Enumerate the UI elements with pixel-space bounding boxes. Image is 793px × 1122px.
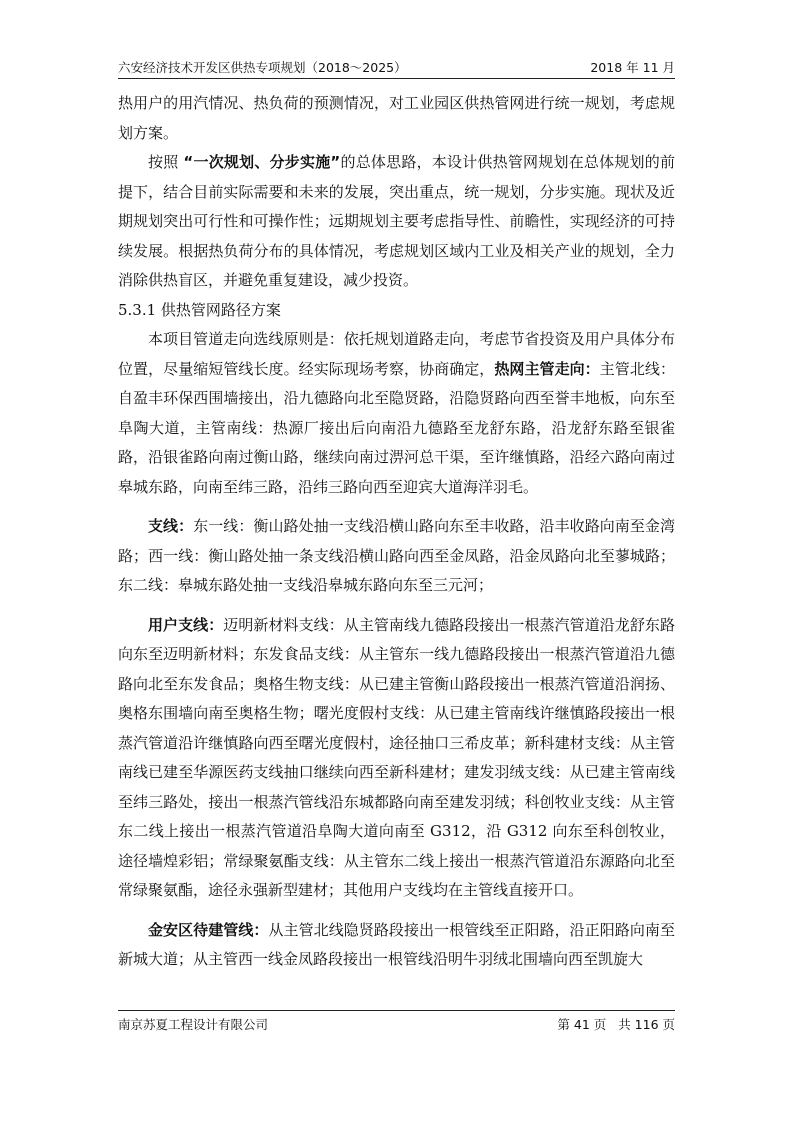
paragraph-5-text: 迈明新材料支线：从主管南线九德路段接出一根蒸汽管道沿龙舒东路向东至迈明新材料；东发食品支线：从主管东一线九德路段接出一根蒸汽管道沿九德路向北至东发食品；奥格生物支线：从已建主管衡山路段接出一根蒸汽管道沿润扬、奥格东围墙向南至奥格生物；曙光度假村支线：从已建主管南线许继慎路段接出一根蒸汽管道沿许继慎路向西至曙光度假村，途径抽口三希皮革；新科建材支线：从主管南线已建至华源医药支线抽口继续向西至新科建材；建发羽绒支线：从已建主管南线至纬三路处，接出一根蒸汽管线沿东城都路向南至建发羽绒；科创牧业支线：从主管东二线上接出一根蒸汽管道沿阜陶大道向南至 G312，沿 G312 向东至科创牧业，途径墙煌彩铝；常绿聚氨酯支线：从主管东二线上接出一根蒸汽管道沿东源路向北至常绿聚氨酯，途径永强新型建材；其他用户支线均在主管线直接开口。 xyxy=(118,615,675,899)
paragraph-2-emphasis: “一次规划、分步实施” xyxy=(183,153,341,171)
header-date: 2018 年 11 月 xyxy=(590,60,675,75)
paragraph-2-lead: 按照 xyxy=(148,153,184,171)
footer-page-number: 第 41 页 xyxy=(557,1017,607,1032)
paragraph-6 xyxy=(118,916,675,975)
paragraph-2-text: 的总体思路，本设计供热管网规划在总体规划的前提下，结合目前实际需要和未来的发展，突出重点，统一规划，分步实施。现状及近期规划突出可行性和可操作性；远期规划主要考虑指导性、前瞻性，实现经济的可持续发展。根据热负荷分布的具体情况，考虑规划区域内工业及相关产业的规划，全力消除供热盲区，并避免重复建设，减少投资。 xyxy=(118,153,675,289)
paragraph-5-label: 用户支线： xyxy=(148,615,224,634)
paragraph-3-emphasis: 热网主管走向： xyxy=(494,359,600,378)
paragraph-2 xyxy=(118,148,675,296)
footer-rule xyxy=(118,1010,675,1011)
paragraph-6-label: 金安区待建管线： xyxy=(148,920,269,939)
document-body xyxy=(118,89,675,975)
header-title: 六安经济技术开发区供热专项规划（2018～2025） xyxy=(118,60,407,75)
paragraph-3-text: 主管北线：自盈丰环保西围墙接出，沿九德路向北至隐贤路，沿隐贤路向西至誉丰地板，向东至阜陶大道，主管南线：热源厂接出后向南沿九德路至龙舒东路，沿龙舒东路至银雀路，沿银雀路向南过衡山路，继续向南过淠河总干渠，至许继慎路，沿经六路向南过皋城东路，向南至纬三路，沿纬三路向西至迎宾大道海洋羽毛。 xyxy=(118,359,675,496)
page-header xyxy=(118,54,675,76)
footer-company: 南京苏夏工程设计有限公司 xyxy=(118,1017,269,1032)
paragraph-3 xyxy=(118,325,675,502)
paragraph-3-lead: 本项目管道走向选线原则是：依托规划道路走向，考虑节省投资及用户具体分布位置，尽量缩短管线长度。经实际现场考察，协商确定， xyxy=(118,330,675,378)
footer-pagination xyxy=(557,1015,675,1033)
footer-total-pages: 共 116 页 xyxy=(618,1017,675,1032)
paragraph-4 xyxy=(118,512,675,601)
paragraph-6-text: 从主管北线隐贤路段接出一根管线至正阳路，沿正阳路向南至新城大道；从主管西一线金凤路段接出一根管线沿明牛羽绒北围墙向西至凯旋大 xyxy=(118,920,675,968)
paragraph-4-text: 东一线：衡山路处抽一支线沿横山路向东至丰收路，沿丰收路向南至金湾路；西一线：衡山路处抽一条支线沿横山路向西至金凤路，沿金凤路向北至蓼城路；东二线：皋城东路处抽一支线沿皋城东路向东至三元河； xyxy=(118,517,675,594)
paragraph-5 xyxy=(118,611,675,906)
paragraph-4-label: 支线： xyxy=(148,517,194,535)
page-footer xyxy=(118,1015,675,1037)
section-heading: 5.3.1 供热管网路径方案 xyxy=(118,300,281,319)
paragraph-1: 热用户的用汽情况、热负荷的预测情况，对工业园区供热管网进行统一规划，考虑规划方案。 xyxy=(118,94,675,142)
header-rule xyxy=(118,78,675,79)
